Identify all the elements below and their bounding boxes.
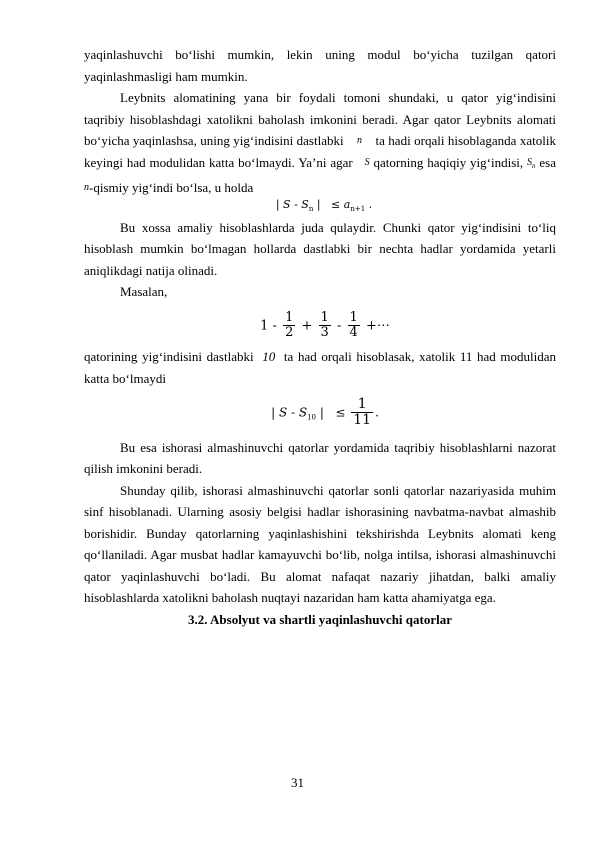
series-tail: +⋯ xyxy=(365,317,390,333)
text-segment: -qismiy yig‘indi bo‘lsa, u holda xyxy=(89,180,254,195)
text-segment: ta had orqali hisoblasak, xatolik 11 had modulidan katta bo‘lmaydi xyxy=(84,349,557,386)
symbol-Sn-sub: n xyxy=(532,161,536,170)
formula-left: | S - S xyxy=(271,405,308,420)
paragraph-summary: Shunday qilib, ishorasi almashinuvchi qatorlar sonli qatorlar nazariyasida muhim sinf hisoblanadi. Ularning asosiy belgisi hadlar ishorasining navbatma-navbat almashib borishidir. Bunday qatorlarning yaqinlashishini tekshirishda Leybnits alomati keng qo‘llaniladi. Agar musbat hadlar kamayuvchi bo‘lib, nolga intilsa, ishorasi almashinuvchi qator yaqinlashuvchi bo‘ladi. Bu alomat nafaqat nazariy jihatdan, balki amaliy hisoblashlarda xatolikni baholash nuqtayi nazaridan ham katta ahamiyatga ega. xyxy=(84,482,556,606)
fraction-den: 4 xyxy=(349,324,358,340)
formula-end: . xyxy=(368,197,373,211)
paragraph-control: Bu esa ishorasi almashinuvchi qatorlar yordamida taqribiy hisoblashlarni nazorat qilish imkonini beradi. xyxy=(84,439,556,477)
formula-example-bound xyxy=(84,397,556,429)
text-segment: ta hadi orqali hisoblaganda xatolik keyingi had modulidan katta bo‘lmaydi. Ya’ni agar xyxy=(84,133,556,170)
text-segment: qatorining yig‘indisini dastlabki xyxy=(84,349,254,365)
text-segment: Leybnits alomatining yana bir foydali tomoni shundaki, u qator yig‘indisini taqribiy hisoblashdagi xatolikni baholash imkonini beradi. Agar qator Leybnits alomati bo‘yicha yaqinlashsa, uning yig‘indisini dastlabki xyxy=(84,90,556,148)
symbol-n: n xyxy=(84,182,89,193)
formula-left-sub: n xyxy=(308,204,314,213)
fraction-num: 1 xyxy=(351,397,373,413)
fraction-1-2 xyxy=(283,311,295,341)
formula-rel-sub: n+1 xyxy=(350,204,366,213)
paragraph-leibniz-error xyxy=(84,87,556,199)
fraction-den: 2 xyxy=(285,324,294,340)
fraction-num: 1 xyxy=(285,309,294,325)
fraction-den: 11 xyxy=(353,412,372,429)
formula-left: | S - S xyxy=(275,197,309,211)
text-segment: qatorning haqiqiy yig‘indisi, xyxy=(373,154,524,170)
symbol-S: S xyxy=(364,156,370,168)
paragraph-practical: Bu xossa amaliy hisoblashlarda juda qulaydir. Chunki qator yig‘indisini to‘liq hisoblash mumkin bo‘lmagan hollarda dastlabki bir nechta hadlar yordamida yetarli aniqlikdagi natija olinadi. xyxy=(84,219,556,278)
formula-series xyxy=(84,311,556,341)
symbol-n: n xyxy=(357,135,363,146)
section-heading: 3.2. Absolyut va shartli yaqinlashuvchi qatorlar xyxy=(187,611,453,627)
fraction-den: 3 xyxy=(320,324,329,340)
formula-rel: ≤ xyxy=(335,405,346,420)
operator-minus: - xyxy=(336,317,342,333)
page-body xyxy=(84,44,556,630)
fraction-num: 1 xyxy=(349,309,358,325)
operator-plus: + xyxy=(301,317,313,333)
formula-abs: | xyxy=(319,405,324,420)
formula-end: . xyxy=(375,405,379,420)
series-lead: 1 - xyxy=(260,317,277,333)
fraction-1-11 xyxy=(351,397,373,429)
symbol-Sn xyxy=(527,157,536,168)
number-10: 10 xyxy=(262,349,276,365)
page-number: 31 xyxy=(291,775,304,790)
paragraph-continuation: yaqinlashuvchi bo‘lishi mumkin, lekin uning modul bo‘yicha tuzilgan qatori yaqinlashmasligi ham mumkin. xyxy=(84,47,556,84)
fraction-1-3 xyxy=(319,311,331,341)
formula-abs: | xyxy=(316,197,321,211)
fraction-1-4 xyxy=(348,311,360,341)
paragraph-example xyxy=(84,346,556,389)
symbol-Sn-base: S xyxy=(527,156,533,168)
formula-rel: ≤ a xyxy=(331,197,351,211)
text-segment: esa xyxy=(539,154,557,170)
fraction-num: 1 xyxy=(320,309,329,325)
formula-left-sub: 10 xyxy=(307,413,317,422)
formula-error-bound xyxy=(84,199,556,213)
paragraph-example-intro: Masalan, xyxy=(120,284,168,299)
